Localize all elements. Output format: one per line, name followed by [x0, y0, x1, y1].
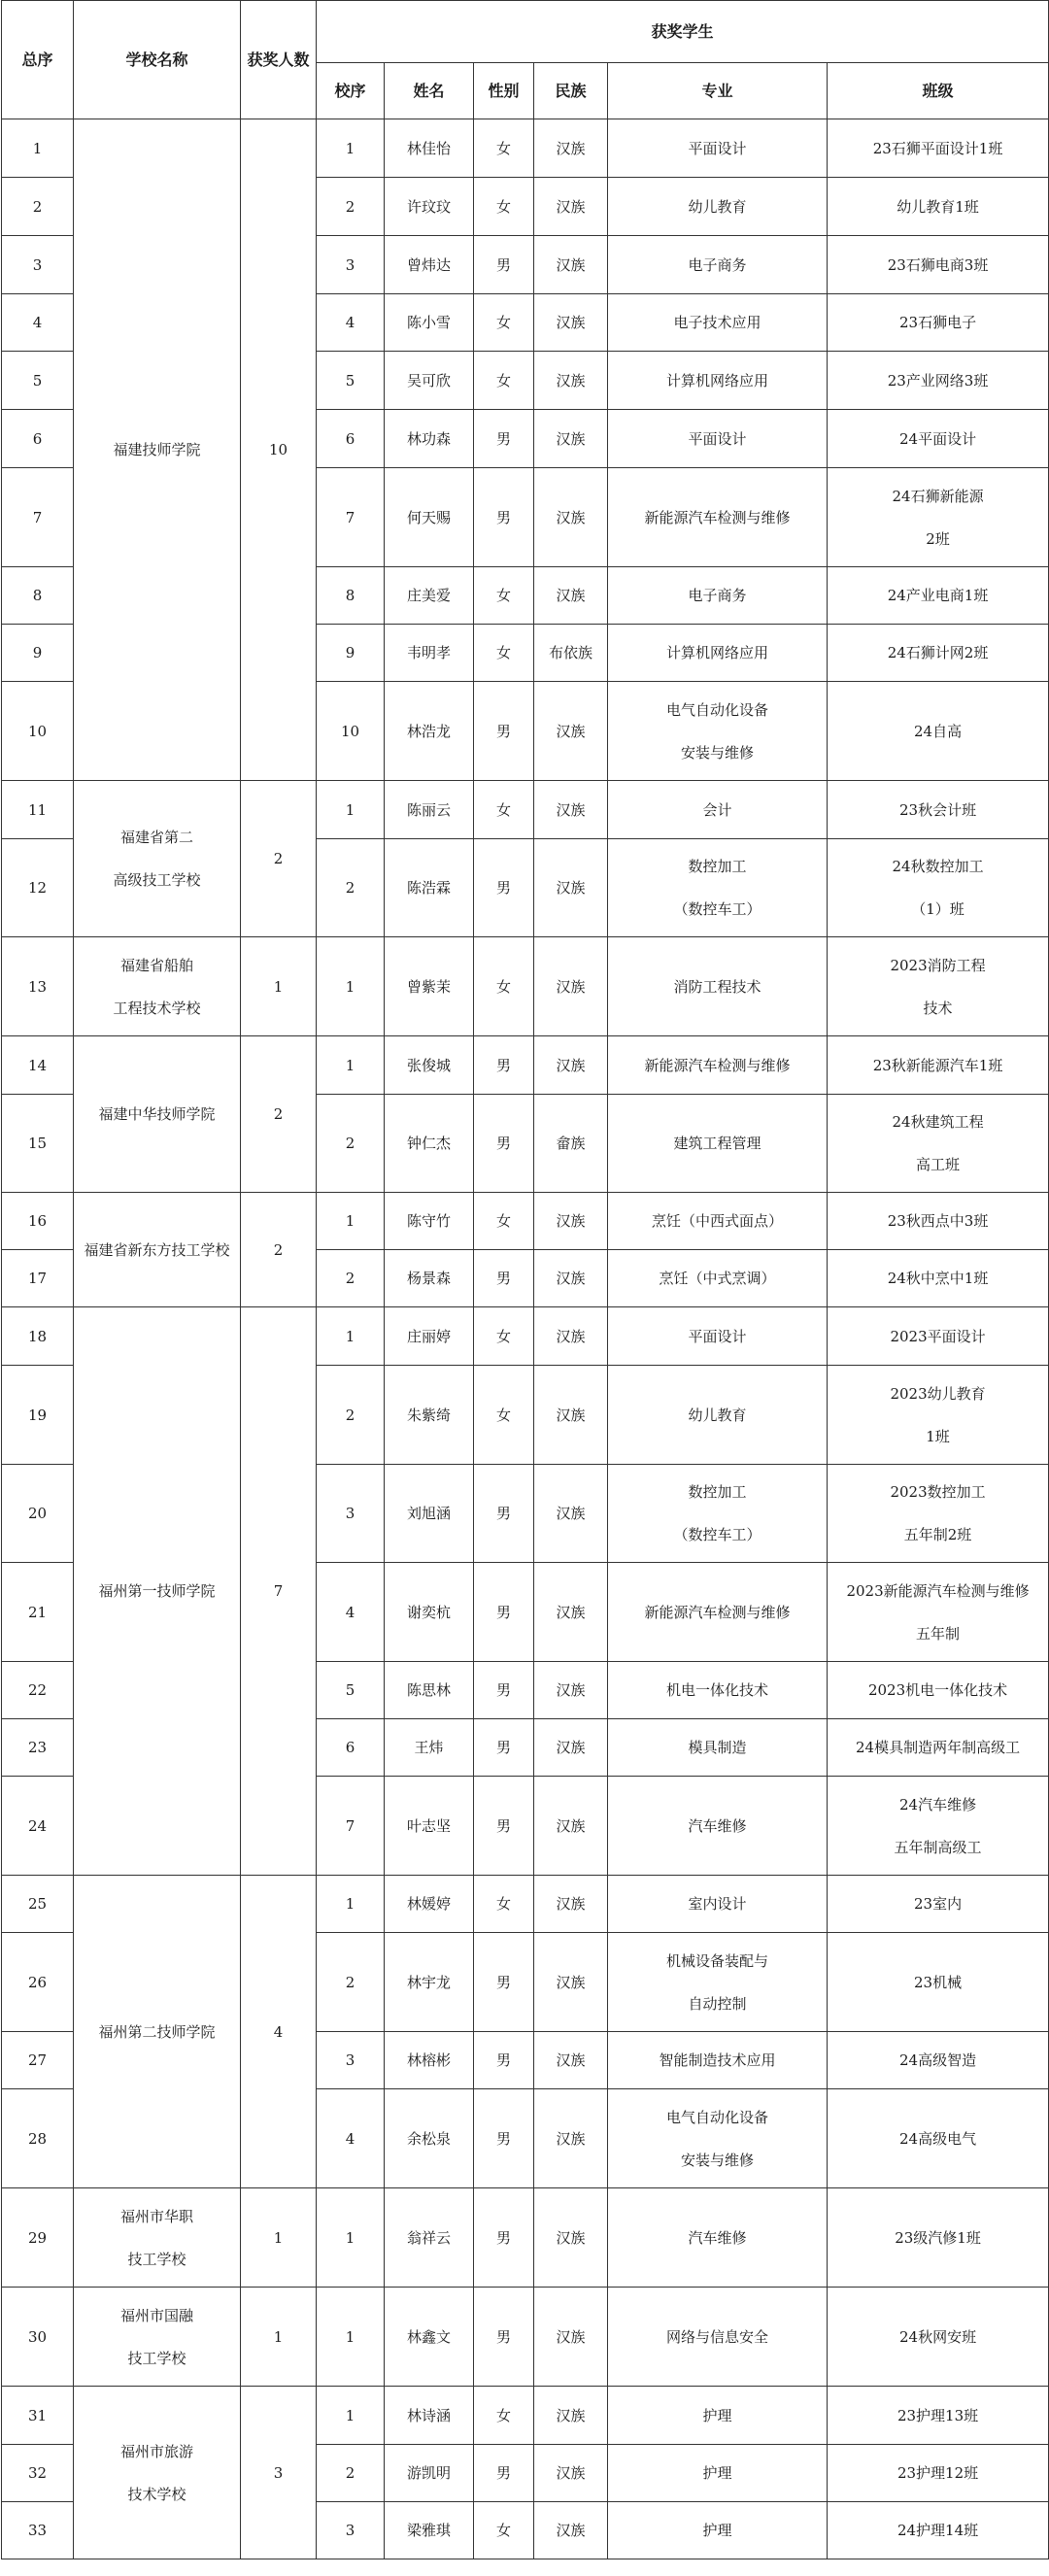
cell-award-count: 10 [241, 119, 317, 781]
cell-gender: 男 [474, 1662, 534, 1719]
cell-class: 24平面设计 [828, 410, 1049, 468]
cell-student-name: 翁祥云 [385, 2188, 474, 2288]
cell-ethnicity: 汉族 [534, 1366, 608, 1465]
cell-class: 23石狮电商3班 [828, 236, 1049, 294]
cell-total-no: 13 [2, 937, 74, 1036]
header-gender: 性别 [474, 63, 534, 119]
cell-major: 建筑工程管理 [608, 1095, 828, 1193]
cell-student-name: 杨景森 [385, 1250, 474, 1307]
cell-total-no: 28 [2, 2089, 74, 2188]
cell-class: 23机械 [828, 1933, 1049, 2032]
cell-student-name: 庄美爱 [385, 567, 474, 625]
cell-major: 幼儿教育 [608, 178, 828, 236]
cell-gender: 男 [474, 682, 534, 781]
cell-gender: 男 [474, 1095, 534, 1193]
cell-ethnicity: 汉族 [534, 410, 608, 468]
cell-major: 机电一体化技术 [608, 1662, 828, 1719]
cell-major: 烹饪（中式烹调） [608, 1250, 828, 1307]
table-row [2, 119, 1049, 178]
cell-school-no: 3 [317, 2502, 385, 2559]
cell-student-name: 陈丽云 [385, 781, 474, 839]
cell-gender: 男 [474, 1250, 534, 1307]
cell-school-name: 福州市国融 技工学校 [74, 2288, 241, 2387]
cell-gender: 男 [474, 1465, 534, 1563]
cell-ethnicity: 汉族 [534, 1876, 608, 1933]
cell-major: 会计 [608, 781, 828, 839]
cell-award-count: 1 [241, 2288, 317, 2387]
cell-total-no: 22 [2, 1662, 74, 1719]
cell-ethnicity: 汉族 [534, 119, 608, 178]
cell-total-no: 29 [2, 2188, 74, 2288]
cell-ethnicity: 汉族 [534, 1777, 608, 1876]
cell-class: 23护理12班 [828, 2445, 1049, 2502]
cell-ethnicity: 汉族 [534, 781, 608, 839]
cell-class: 23石狮电子 [828, 294, 1049, 352]
cell-ethnicity: 汉族 [534, 236, 608, 294]
header-class: 班级 [828, 63, 1049, 119]
cell-ethnicity: 汉族 [534, 1465, 608, 1563]
cell-school-no: 2 [317, 2445, 385, 2502]
cell-school-no: 1 [317, 937, 385, 1036]
cell-school-no: 1 [317, 2188, 385, 2288]
cell-class: 23室内 [828, 1876, 1049, 1933]
cell-class: 24产业电商1班 [828, 567, 1049, 625]
cell-total-no: 25 [2, 1876, 74, 1933]
cell-major: 消防工程技术 [608, 937, 828, 1036]
cell-school-name: 福建中华技师学院 [74, 1036, 241, 1193]
cell-class: 2023消防工程 技术 [828, 937, 1049, 1036]
cell-ethnicity: 汉族 [534, 1662, 608, 1719]
cell-award-count: 4 [241, 1876, 317, 2188]
cell-ethnicity: 汉族 [534, 2032, 608, 2089]
cell-total-no: 21 [2, 1563, 74, 1662]
cell-school-no: 1 [317, 119, 385, 178]
cell-gender: 男 [474, 410, 534, 468]
cell-gender: 男 [474, 1933, 534, 2032]
cell-ethnicity: 汉族 [534, 2288, 608, 2387]
cell-gender: 女 [474, 937, 534, 1036]
cell-school-no: 2 [317, 839, 385, 937]
cell-student-name: 朱紫绮 [385, 1366, 474, 1465]
cell-gender: 女 [474, 1366, 534, 1465]
cell-gender: 男 [474, 236, 534, 294]
cell-major: 护理 [608, 2445, 828, 2502]
cell-class: 2023机电一体化技术 [828, 1662, 1049, 1719]
cell-school-name: 福州市旅游 技术学校 [74, 2387, 241, 2559]
cell-gender: 女 [474, 178, 534, 236]
cell-ethnicity: 汉族 [534, 937, 608, 1036]
cell-class: 24秋网安班 [828, 2288, 1049, 2387]
cell-school-no: 1 [317, 2288, 385, 2387]
cell-class: 23秋会计班 [828, 781, 1049, 839]
cell-school-no: 8 [317, 567, 385, 625]
cell-gender: 男 [474, 839, 534, 937]
cell-school-no: 4 [317, 294, 385, 352]
cell-school-no: 7 [317, 1777, 385, 1876]
cell-school-no: 7 [317, 468, 385, 567]
cell-total-no: 20 [2, 1465, 74, 1563]
table-row [2, 1193, 1049, 1250]
cell-student-name: 林媛婷 [385, 1876, 474, 1933]
table-header [2, 1, 1049, 119]
cell-total-no: 5 [2, 352, 74, 410]
cell-ethnicity: 汉族 [534, 178, 608, 236]
cell-student-name: 许玟玟 [385, 178, 474, 236]
cell-major: 数控加工 （数控车工） [608, 839, 828, 937]
cell-gender: 男 [474, 1777, 534, 1876]
cell-student-name: 叶志坚 [385, 1777, 474, 1876]
cell-student-name: 林佳怡 [385, 119, 474, 178]
cell-ethnicity: 汉族 [534, 2502, 608, 2559]
cell-class: 23秋西点中3班 [828, 1193, 1049, 1250]
cell-major: 新能源汽车检测与维修 [608, 1036, 828, 1095]
cell-class: 2023数控加工 五年制2班 [828, 1465, 1049, 1563]
cell-school-no: 10 [317, 682, 385, 781]
cell-award-count: 3 [241, 2387, 317, 2559]
cell-school-no: 1 [317, 781, 385, 839]
cell-total-no: 15 [2, 1095, 74, 1193]
cell-ethnicity: 畲族 [534, 1095, 608, 1193]
cell-student-name: 庄丽婷 [385, 1307, 474, 1366]
cell-gender: 男 [474, 2188, 534, 2288]
cell-total-no: 30 [2, 2288, 74, 2387]
cell-school-no: 3 [317, 1465, 385, 1563]
cell-school-no: 3 [317, 236, 385, 294]
cell-total-no: 7 [2, 468, 74, 567]
cell-student-name: 余松泉 [385, 2089, 474, 2188]
cell-school-no: 9 [317, 625, 385, 682]
cell-class: 23石狮平面设计1班 [828, 119, 1049, 178]
cell-class: 24秋中烹中1班 [828, 1250, 1049, 1307]
cell-total-no: 26 [2, 1933, 74, 2032]
cell-gender: 男 [474, 1563, 534, 1662]
cell-school-no: 1 [317, 1036, 385, 1095]
cell-school-no: 1 [317, 1193, 385, 1250]
cell-gender: 男 [474, 468, 534, 567]
cell-student-name: 陈浩霖 [385, 839, 474, 937]
cell-major: 幼儿教育 [608, 1366, 828, 1465]
cell-school-name: 福州第二技师学院 [74, 1876, 241, 2188]
cell-total-no: 2 [2, 178, 74, 236]
cell-award-count: 2 [241, 1036, 317, 1193]
header-school-no: 校序 [317, 63, 385, 119]
cell-school-name: 福州第一技师学院 [74, 1307, 241, 1876]
cell-class: 2023幼儿教育 1班 [828, 1366, 1049, 1465]
table-row [2, 1307, 1049, 1366]
cell-ethnicity: 汉族 [534, 352, 608, 410]
cell-student-name: 陈守竹 [385, 1193, 474, 1250]
cell-total-no: 19 [2, 1366, 74, 1465]
cell-gender: 男 [474, 2445, 534, 2502]
cell-gender: 男 [474, 2288, 534, 2387]
cell-total-no: 23 [2, 1719, 74, 1777]
cell-class: 23级汽修1班 [828, 2188, 1049, 2288]
header-award-count: 获奖人数 [241, 1, 317, 119]
cell-school-no: 2 [317, 178, 385, 236]
cell-class: 24汽车维修 五年制高级工 [828, 1777, 1049, 1876]
table-row [2, 2188, 1049, 2288]
cell-gender: 女 [474, 1876, 534, 1933]
cell-class: 24模具制造两年制高级工 [828, 1719, 1049, 1777]
cell-student-name: 林诗涵 [385, 2387, 474, 2445]
cell-total-no: 14 [2, 1036, 74, 1095]
cell-major: 汽车维修 [608, 1777, 828, 1876]
cell-student-name: 吴可欣 [385, 352, 474, 410]
cell-major: 网络与信息安全 [608, 2288, 828, 2387]
cell-total-no: 1 [2, 119, 74, 178]
cell-class: 24高级电气 [828, 2089, 1049, 2188]
table-row [2, 1876, 1049, 1933]
cell-gender: 女 [474, 567, 534, 625]
cell-student-name: 韦明孝 [385, 625, 474, 682]
cell-major: 电子商务 [608, 236, 828, 294]
header-major: 专业 [608, 63, 828, 119]
cell-school-name: 福建省船舶 工程技术学校 [74, 937, 241, 1036]
cell-class: 24高级智造 [828, 2032, 1049, 2089]
cell-school-name: 福建省第二 高级技工学校 [74, 781, 241, 937]
cell-gender: 男 [474, 1719, 534, 1777]
cell-major: 模具制造 [608, 1719, 828, 1777]
cell-total-no: 11 [2, 781, 74, 839]
cell-school-no: 5 [317, 352, 385, 410]
cell-ethnicity: 汉族 [534, 2445, 608, 2502]
cell-student-name: 王炜 [385, 1719, 474, 1777]
cell-total-no: 17 [2, 1250, 74, 1307]
cell-total-no: 31 [2, 2387, 74, 2445]
header-school: 学校名称 [74, 1, 241, 119]
cell-gender: 女 [474, 352, 534, 410]
cell-major: 烹饪（中西式面点） [608, 1193, 828, 1250]
cell-gender: 女 [474, 1193, 534, 1250]
cell-student-name: 张俊城 [385, 1036, 474, 1095]
cell-school-no: 6 [317, 1719, 385, 1777]
cell-school-no: 1 [317, 2387, 385, 2445]
cell-gender: 男 [474, 2089, 534, 2188]
cell-student-name: 何天赐 [385, 468, 474, 567]
cell-student-name: 林功森 [385, 410, 474, 468]
cell-total-no: 10 [2, 682, 74, 781]
cell-total-no: 4 [2, 294, 74, 352]
cell-class: 23护理13班 [828, 2387, 1049, 2445]
cell-gender: 女 [474, 625, 534, 682]
cell-class: 23产业网络3班 [828, 352, 1049, 410]
cell-major: 平面设计 [608, 410, 828, 468]
cell-ethnicity: 汉族 [534, 2089, 608, 2188]
cell-ethnicity: 布依族 [534, 625, 608, 682]
cell-class: 24护理14班 [828, 2502, 1049, 2559]
cell-major: 电子商务 [608, 567, 828, 625]
cell-ethnicity: 汉族 [534, 294, 608, 352]
table-row [2, 781, 1049, 839]
cell-major: 护理 [608, 2502, 828, 2559]
cell-total-no: 33 [2, 2502, 74, 2559]
cell-gender: 女 [474, 294, 534, 352]
cell-class: 24石狮计网2班 [828, 625, 1049, 682]
cell-total-no: 16 [2, 1193, 74, 1250]
cell-class: 幼儿教育1班 [828, 178, 1049, 236]
cell-gender: 女 [474, 2502, 534, 2559]
cell-student-name: 陈思林 [385, 1662, 474, 1719]
cell-total-no: 9 [2, 625, 74, 682]
cell-major: 计算机网络应用 [608, 625, 828, 682]
cell-major: 室内设计 [608, 1876, 828, 1933]
table-row [2, 2288, 1049, 2387]
cell-student-name: 刘旭涵 [385, 1465, 474, 1563]
cell-gender: 女 [474, 781, 534, 839]
cell-ethnicity: 汉族 [534, 1719, 608, 1777]
table-row [2, 1036, 1049, 1095]
table-row [2, 937, 1049, 1036]
header-ethnicity: 民族 [534, 63, 608, 119]
cell-student-name: 游凯明 [385, 2445, 474, 2502]
cell-student-name: 林鑫文 [385, 2288, 474, 2387]
table-row [2, 2387, 1049, 2445]
cell-total-no: 12 [2, 839, 74, 937]
cell-student-name: 梁雅琪 [385, 2502, 474, 2559]
award-table [1, 0, 1049, 2559]
cell-student-name: 林浩龙 [385, 682, 474, 781]
cell-school-no: 2 [317, 1933, 385, 2032]
cell-ethnicity: 汉族 [534, 2387, 608, 2445]
cell-major: 平面设计 [608, 119, 828, 178]
cell-school-name: 福建技师学院 [74, 119, 241, 781]
cell-total-no: 3 [2, 236, 74, 294]
cell-class: 23秋新能源汽车1班 [828, 1036, 1049, 1095]
cell-major: 电子技术应用 [608, 294, 828, 352]
cell-total-no: 24 [2, 1777, 74, 1876]
cell-total-no: 18 [2, 1307, 74, 1366]
cell-ethnicity: 汉族 [534, 2188, 608, 2288]
cell-award-count: 2 [241, 1193, 317, 1307]
cell-major: 新能源汽车检测与维修 [608, 1563, 828, 1662]
cell-school-no: 4 [317, 1563, 385, 1662]
cell-major: 汽车维修 [608, 2188, 828, 2288]
cell-school-no: 2 [317, 1366, 385, 1465]
cell-ethnicity: 汉族 [534, 1933, 608, 2032]
cell-school-name: 福建省新东方技工学校 [74, 1193, 241, 1307]
cell-major: 电气自动化设备 安装与维修 [608, 682, 828, 781]
cell-award-count: 1 [241, 2188, 317, 2288]
cell-major: 新能源汽车检测与维修 [608, 468, 828, 567]
cell-gender: 女 [474, 119, 534, 178]
cell-class: 24自高 [828, 682, 1049, 781]
cell-ethnicity: 汉族 [534, 682, 608, 781]
cell-major: 机械设备装配与 自动控制 [608, 1933, 828, 2032]
cell-gender: 男 [474, 2032, 534, 2089]
cell-ethnicity: 汉族 [534, 1307, 608, 1366]
cell-school-no: 1 [317, 1876, 385, 1933]
table-body [2, 119, 1049, 2559]
cell-class: 24石狮新能源 2班 [828, 468, 1049, 567]
cell-total-no: 27 [2, 2032, 74, 2089]
cell-gender: 女 [474, 2387, 534, 2445]
cell-school-no: 6 [317, 410, 385, 468]
cell-school-no: 5 [317, 1662, 385, 1719]
cell-gender: 女 [474, 1307, 534, 1366]
cell-ethnicity: 汉族 [534, 1563, 608, 1662]
cell-major: 护理 [608, 2387, 828, 2445]
cell-award-count: 7 [241, 1307, 317, 1876]
cell-school-no: 3 [317, 2032, 385, 2089]
cell-school-no: 4 [317, 2089, 385, 2188]
cell-student-name: 曾紫茉 [385, 937, 474, 1036]
cell-total-no: 6 [2, 410, 74, 468]
cell-major: 平面设计 [608, 1307, 828, 1366]
cell-school-name: 福州市华职 技工学校 [74, 2188, 241, 2288]
cell-student-name: 曾炜达 [385, 236, 474, 294]
cell-school-no: 2 [317, 1250, 385, 1307]
cell-class: 2023平面设计 [828, 1307, 1049, 1366]
cell-student-name: 林榕彬 [385, 2032, 474, 2089]
cell-ethnicity: 汉族 [534, 1036, 608, 1095]
cell-award-count: 2 [241, 781, 317, 937]
cell-total-no: 32 [2, 2445, 74, 2502]
cell-major: 数控加工 （数控车工） [608, 1465, 828, 1563]
cell-student-name: 谢奕杭 [385, 1563, 474, 1662]
header-total-no: 总序 [2, 1, 74, 119]
header-name: 姓名 [385, 63, 474, 119]
cell-ethnicity: 汉族 [534, 1250, 608, 1307]
cell-major: 计算机网络应用 [608, 352, 828, 410]
cell-student-name: 陈小雪 [385, 294, 474, 352]
cell-class: 24秋数控加工 （1）班 [828, 839, 1049, 937]
cell-school-no: 2 [317, 1095, 385, 1193]
cell-ethnicity: 汉族 [534, 468, 608, 567]
cell-major: 智能制造技术应用 [608, 2032, 828, 2089]
cell-class: 2023新能源汽车检测与维修 五年制 [828, 1563, 1049, 1662]
cell-student-name: 林宇龙 [385, 1933, 474, 2032]
header-students: 获奖学生 [317, 1, 1049, 63]
cell-student-name: 钟仁杰 [385, 1095, 474, 1193]
cell-award-count: 1 [241, 937, 317, 1036]
cell-ethnicity: 汉族 [534, 839, 608, 937]
cell-school-no: 1 [317, 1307, 385, 1366]
cell-major: 电气自动化设备 安装与维修 [608, 2089, 828, 2188]
cell-ethnicity: 汉族 [534, 1193, 608, 1250]
cell-gender: 男 [474, 1036, 534, 1095]
cell-ethnicity: 汉族 [534, 567, 608, 625]
cell-total-no: 8 [2, 567, 74, 625]
cell-class: 24秋建筑工程 高工班 [828, 1095, 1049, 1193]
